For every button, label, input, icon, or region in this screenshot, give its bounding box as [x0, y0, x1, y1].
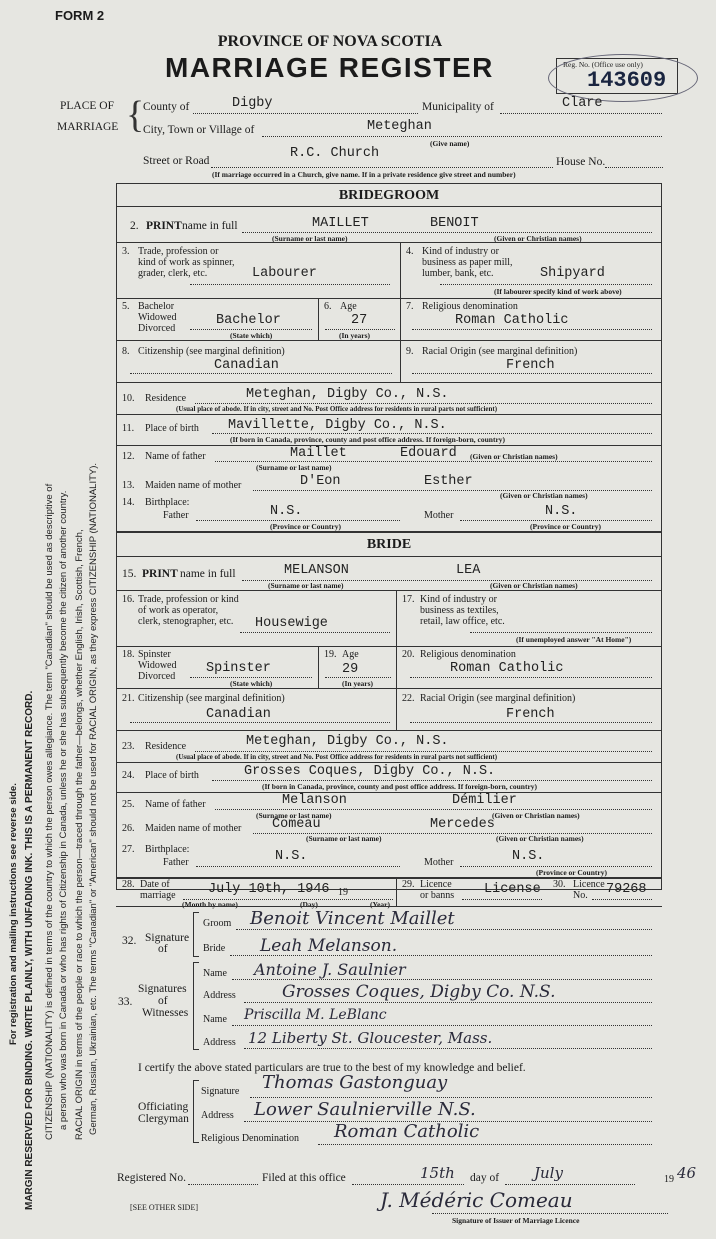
- city-value: Meteghan: [367, 119, 432, 134]
- bride-mother-surname: Comeau: [272, 817, 321, 832]
- field-14-mother-label: Mother: [424, 510, 454, 521]
- groom-mother-given: Esther: [424, 474, 473, 489]
- field-24-sub: (If born in Canada, province, county and post office address. If foreign-born, country): [262, 782, 538, 791]
- province-heading: PROVINCE OF NOVA SCOTIA: [217, 33, 443, 50]
- field-33-label-1: Signatures: [138, 983, 187, 995]
- witness-1-name-label: Name: [203, 968, 227, 979]
- field-18-number: 18.: [122, 649, 135, 660]
- place-brace: {: [126, 94, 145, 136]
- bride-given-name: LEA: [456, 563, 481, 578]
- house-no-label: House No.: [556, 156, 606, 168]
- groom-signature-label: Groom: [203, 918, 232, 929]
- witness-2-name-label: Name: [203, 1014, 227, 1025]
- field-24-label: Place of birth: [145, 770, 199, 781]
- clergy-denomination-label: Religious Denomination: [201, 1133, 300, 1144]
- field-15-sub-given: (Given or Christian names): [490, 581, 578, 590]
- field-15-label: name in full: [180, 568, 236, 580]
- witness-1-address-label: Address: [203, 990, 236, 1001]
- field-33-label-2: of: [158, 995, 168, 1007]
- field-33-label-3: Witnesses: [142, 1007, 189, 1019]
- field-17-label: Kind of industry or business as textiles, retail, law office, etc.: [420, 594, 505, 627]
- field-12-sub-given: (Given or Christian names): [470, 452, 558, 461]
- bride-father-surname: Melanson: [282, 793, 347, 808]
- officiating-brace: [193, 1080, 199, 1143]
- field-2-label: name in full: [182, 220, 238, 232]
- bride-residence: Meteghan, Digby Co., N.S.: [246, 734, 449, 749]
- groom-marital-status: Bachelor: [216, 313, 281, 328]
- certification-statement: I certify the above stated particulars are true to the best of my knowledge and belief.: [138, 1062, 526, 1074]
- groom-given-name: BENOIT: [430, 216, 479, 231]
- clergy-signature: Thomas Gastonguay: [262, 1072, 448, 1093]
- field-13-sub-given: (Given or Christian names): [500, 491, 588, 500]
- field-27-sub-2: (Province or Country): [536, 868, 607, 877]
- marriage-licence-number: 79268: [606, 882, 647, 897]
- groom-racial-origin: French: [506, 358, 555, 373]
- field-28-label-2: marriage: [140, 890, 176, 901]
- street-label: Street or Road: [143, 155, 210, 167]
- field-8-number: 8.: [122, 346, 130, 357]
- officiating-label-2: Clergyman: [138, 1113, 189, 1125]
- groom-mother-birthplace: N.S.: [545, 504, 578, 519]
- issuer-signature: J. Médéric Comeau: [380, 1188, 573, 1212]
- margin-line-3: CITIZENSHIP (NATIONALITY) is defined in terms of the country to which the person owes allegiance. The term "Canadian" should be used as descriptive of: [44, 483, 55, 1140]
- field-18-sub: (State which): [230, 679, 273, 688]
- bride-heading: BRIDE: [366, 537, 412, 552]
- field-23-sub: (Usual place of abode. If in city, street and No. Post Office address for residents in rural parts not sufficient): [176, 753, 498, 761]
- field-3-number: 3.: [122, 246, 130, 257]
- bride-religion: Roman Catholic: [450, 661, 564, 676]
- groom-residence: Meteghan, Digby Co., N.S.: [246, 387, 449, 402]
- witness-brace: [193, 962, 199, 1050]
- filed-month: July: [534, 1164, 563, 1182]
- form-number: FORM 2: [55, 8, 105, 23]
- field-28-sub-month: (Month by name): [182, 900, 238, 909]
- margin-line-2: MARGIN RESERVED FOR BINDING. WRITE PLAINLY, WITH UNFADING INK. THIS IS A PERMANENT RECORD.: [24, 690, 35, 1210]
- margin-line-6: German, Russian, Ukrainian, etc. The terms "Canadian" or "American" should not be used for RACIAL ORIGIN, as they express CITIZENSHIP (NATIONALITY).: [88, 462, 99, 1135]
- field-16-number: 16.: [122, 594, 135, 605]
- municipality-value: Clare: [562, 96, 603, 111]
- officiating-label-1: Officiating: [138, 1101, 189, 1113]
- bride-father-given: Démilier: [452, 793, 517, 808]
- field-30-number: 30.: [553, 879, 566, 890]
- field-26-sub-given: (Given or Christian names): [496, 834, 584, 843]
- see-other-side-note: [SEE OTHER SIDE]: [130, 1203, 198, 1212]
- field-27-label-1: Birthplace:: [145, 844, 190, 855]
- groom-industry: Shipyard: [540, 266, 605, 281]
- filed-day-of-label: day of: [470, 1172, 500, 1184]
- field-13-label: Maiden name of mother: [145, 480, 242, 491]
- field-10-label: Residence: [145, 393, 187, 404]
- groom-father-surname: Maillet: [290, 446, 347, 461]
- place-label-1: PLACE OF: [60, 100, 114, 112]
- bride-father-birthplace: N.S.: [275, 849, 308, 864]
- field-21-number: 21.: [122, 693, 135, 704]
- county-value: Digby: [232, 96, 273, 111]
- county-label: County of: [143, 101, 190, 113]
- marriage-licence-or-banns: License: [484, 882, 541, 897]
- field-10-number: 10.: [122, 393, 135, 404]
- witness-2-name: Priscilla M. LeBlanc: [244, 1007, 387, 1023]
- filed-year-prefix: 19: [664, 1174, 674, 1185]
- field-2-number: 2.: [130, 220, 139, 232]
- registered-no-label: Registered No.: [117, 1172, 186, 1184]
- field-20-number: 20.: [402, 649, 415, 660]
- bride-trade: Housewige: [255, 616, 328, 631]
- groom-signature: Benoit Vincent Maillet: [250, 908, 455, 929]
- field-30-label-1: Licence: [573, 879, 605, 890]
- field-24-number: 24.: [122, 770, 135, 781]
- field-19-number: 19.: [324, 649, 337, 660]
- bride-mother-given: Mercedes: [430, 817, 495, 832]
- witness-2-address: 12 Liberty St. Gloucester, Mass.: [248, 1029, 493, 1047]
- bride-signature-label: Bride: [203, 943, 226, 954]
- bride-racial-origin: French: [506, 707, 555, 722]
- field-27-number: 27.: [122, 844, 135, 855]
- field-6-label: Age: [340, 301, 357, 312]
- field-2-sub-surname: (Surname or last name): [272, 234, 348, 243]
- field-27-mother-label: Mother: [424, 857, 454, 868]
- groom-trade: Labourer: [252, 266, 317, 281]
- bride-surname: MELANSON: [284, 563, 349, 578]
- city-label: City, Town or Village of: [143, 124, 255, 136]
- field-14-number: 14.: [122, 497, 135, 508]
- bride-signature: Leah Melanson.: [260, 936, 398, 956]
- field-32-label-1: Signature: [145, 932, 190, 944]
- bridegroom-heading: BRIDEGROOM: [338, 188, 440, 203]
- groom-birthplace: Mavillette, Digby Co., N.S.: [228, 418, 447, 433]
- groom-citizenship: Canadian: [214, 358, 279, 373]
- field-5-sub: (State which): [230, 331, 273, 340]
- groom-age: 27: [351, 313, 368, 328]
- field-13-number: 13.: [122, 480, 135, 491]
- witness-1-address: Grosses Coques, Digby Co. N.S.: [282, 982, 556, 1002]
- street-note: (If marriage occurred in a Church, give name. If in a private residence give street and number): [212, 170, 516, 179]
- field-16-label: Trade, profession or kind of work as operator, clerk, stenographer, etc.: [138, 594, 239, 627]
- field-19-sub: (In years): [342, 679, 374, 688]
- field-26-sub-surname: (Surname or last name): [306, 834, 382, 843]
- field-4-sub: (If labourer specify kind of work above): [494, 287, 622, 296]
- field-25-sub-surname: (Surname or last name): [256, 811, 332, 820]
- document-title: MARRIAGE REGISTER: [165, 52, 494, 83]
- field-6-number: 6.: [324, 301, 332, 312]
- clergy-address-label: Address: [201, 1110, 234, 1121]
- issuer-signature-label: Signature of Issuer of Marriage Licence: [452, 1216, 580, 1225]
- field-28-sub-day: (Day): [300, 900, 318, 909]
- field-7-number: 7.: [406, 301, 414, 312]
- clergy-address: Lower Saulnierville N.S.: [254, 1099, 476, 1120]
- margin-line-4: a person who was born in Canada or who has rights of Citizenship in Canada, unless he or she has subsequently become the citizen of another country.: [58, 490, 69, 1130]
- field-25-sub-given: (Given or Christian names): [492, 811, 580, 820]
- clergy-signature-label: Signature: [201, 1086, 240, 1097]
- margin-line-1: For registration and mailing instructions see reverse side.: [8, 783, 19, 1045]
- field-10-sub: (Usual place of abode. If in city, street and No. Post Office address for residents in rural parts not sufficient): [176, 405, 498, 413]
- field-32-label-2: of: [158, 943, 168, 955]
- bride-birthplace: Grosses Coques, Digby Co., N.S.: [244, 764, 496, 779]
- street-value: R.C. Church: [290, 146, 380, 161]
- groom-surname: MAILLET: [312, 216, 369, 231]
- field-11-number: 11.: [122, 423, 135, 434]
- witness-1-name: Antoine J. Saulnier: [254, 960, 406, 979]
- field-23-number: 23.: [122, 741, 135, 752]
- field-19-label: Age: [342, 649, 359, 660]
- field-25-label: Name of father: [145, 799, 206, 810]
- field-30-label-2: No.: [573, 890, 588, 901]
- give-name-note: (Give name): [430, 139, 470, 148]
- field-28-label-1: Date of: [140, 879, 170, 890]
- field-28-sub-year: (Year): [370, 900, 390, 909]
- field-17-number: 17.: [402, 594, 415, 605]
- field-8-label: Citizenship (see marginal definition): [138, 346, 285, 357]
- field-15-print: PRINT: [142, 568, 178, 580]
- field-22-label: Racial Origin (see marginal definition): [420, 693, 576, 704]
- field-23-label: Residence: [145, 741, 187, 752]
- field-15-sub-surname: (Surname or last name): [268, 581, 344, 590]
- reg-number-stamp-oval: [548, 54, 698, 102]
- groom-religion: Roman Catholic: [455, 313, 569, 328]
- field-4-label: Kind of industry or business as paper mill, lumber, bank, etc.: [422, 246, 513, 279]
- field-3-label: Trade, profession or kind of work as spinner, grader, clerk, etc.: [138, 246, 235, 279]
- field-21-label: Citizenship (see marginal definition): [138, 693, 285, 704]
- field-22-number: 22.: [402, 693, 415, 704]
- field-29-label-2: or banns: [420, 890, 455, 901]
- field-11-sub: (If born in Canada, province, county and post office address. If foreign-born, country): [230, 435, 506, 444]
- field-5-label: Bachelor Widowed Divorced: [138, 301, 177, 334]
- field-29-number: 29.: [402, 879, 415, 890]
- reg-number-label: Reg. No. (Office use only): [563, 60, 643, 69]
- filed-label: Filed at this office: [262, 1172, 346, 1184]
- field-17-sub: (If unemployed answer "At Home"): [516, 635, 632, 644]
- bride-mother-birthplace: N.S.: [512, 849, 545, 864]
- signature-brace: [193, 912, 199, 957]
- field-14-sub-1: (Province or Country): [270, 522, 341, 531]
- clergy-denomination: Roman Catholic: [334, 1121, 480, 1142]
- field-4-number: 4.: [406, 246, 414, 257]
- place-label-2: MARRIAGE: [57, 121, 119, 133]
- field-7-label: Religious denomination: [422, 301, 518, 312]
- field-18-label: Spinster Widowed Divorced: [138, 649, 177, 682]
- field-14-label-2: Father: [163, 510, 189, 521]
- field-2-print: PRINT: [146, 220, 182, 232]
- field-33-number: 33.: [118, 996, 133, 1008]
- field-6-sub: (In years): [339, 331, 371, 340]
- marriage-date: July 10th, 1946: [208, 882, 330, 897]
- field-27-label-2: Father: [163, 857, 189, 868]
- field-2-sub-given: (Given or Christian names): [494, 234, 582, 243]
- field-20-label: Religious denomination: [420, 649, 516, 660]
- bride-citizenship: Canadian: [206, 707, 271, 722]
- field-28-year-prefix: 19: [338, 887, 348, 898]
- witness-2-address-label: Address: [203, 1037, 236, 1048]
- field-26-number: 26.: [122, 823, 135, 834]
- field-9-label: Racial Origin (see marginal definition): [422, 346, 578, 357]
- field-15-number: 15.: [122, 568, 137, 580]
- reg-number-value: 143609: [587, 68, 667, 93]
- margin-line-5: RACIAL ORIGIN in terms of the people or race to which the person—traced through the father—belongs, whether English, Irish, Scottish, French,: [74, 529, 85, 1140]
- bride-marital-status: Spinster: [206, 661, 271, 676]
- field-14-sub-2: (Province or Country): [530, 522, 601, 531]
- field-29-label-1: Licence: [420, 879, 452, 890]
- groom-father-given: Edouard: [400, 446, 457, 461]
- field-12-label: Name of father: [145, 451, 206, 462]
- field-28-number: 28.: [122, 879, 135, 890]
- bride-age: 29: [342, 662, 359, 677]
- field-14-label-1: Birthplace:: [145, 497, 190, 508]
- field-26-label: Maiden name of mother: [145, 823, 242, 834]
- field-32-number: 32.: [122, 935, 137, 947]
- groom-father-birthplace: N.S.: [270, 504, 303, 519]
- filed-day: 15th: [420, 1164, 455, 1182]
- field-12-number: 12.: [122, 451, 135, 462]
- field-25-number: 25.: [122, 799, 135, 810]
- field-11-label: Place of birth: [145, 423, 199, 434]
- groom-mother-surname: D'Eon: [300, 474, 341, 489]
- field-5-number: 5.: [122, 301, 130, 312]
- field-12-sub-surname: (Surname or last name): [256, 463, 332, 472]
- filed-year: 46: [677, 1164, 697, 1182]
- municipality-label: Municipality of: [422, 101, 494, 113]
- field-9-number: 9.: [406, 346, 414, 357]
